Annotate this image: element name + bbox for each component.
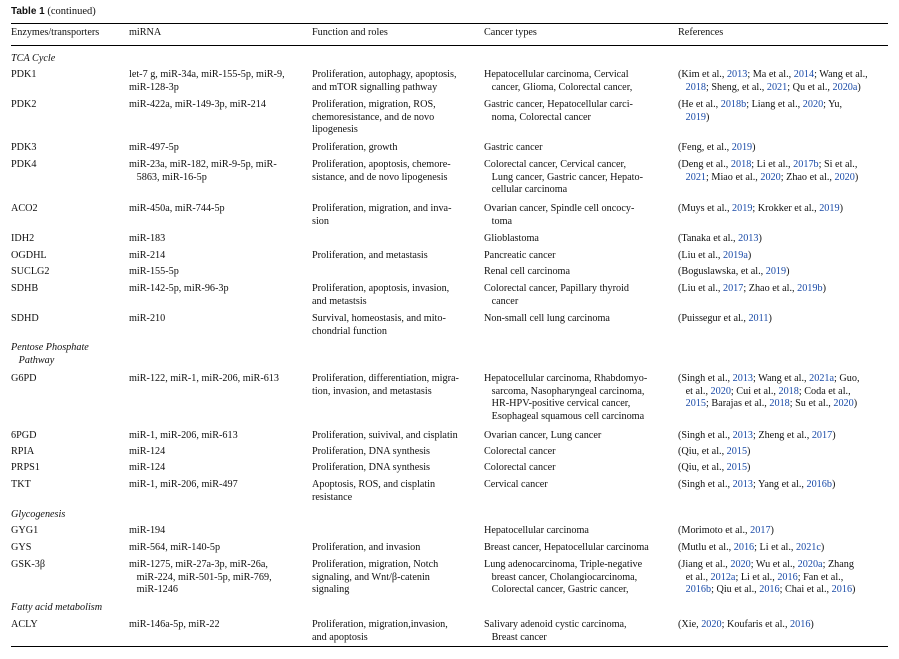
cancer-cell: Ovarian cancer, Lung cancer (484, 430, 602, 441)
header-rule (11, 45, 888, 46)
cancer-cell: Hepatocellular carcinoma, Cervical cancer, Glioma, Colorectal cancer, (484, 69, 633, 93)
cancer-cell: Ovarian cancer, Spindle cell oncocy- toma (484, 203, 635, 227)
citation-year-link[interactable]: 2019 (731, 142, 753, 153)
citation-year-link[interactable]: 2021 (766, 81, 788, 93)
citation-year-link[interactable]: 2016 (831, 584, 853, 596)
table-note: (continued) (47, 6, 96, 17)
references-cell: (Kim et al., 2013; Ma et al., 2014; Wang et al., 2018; Sheng, et al., 2021; Qu et al., 2020a) (678, 69, 868, 93)
citation-year-link[interactable]: 2017 (811, 430, 833, 441)
mirna-cell: miR-497-5p (129, 142, 179, 153)
mirna-cell: miR-124 (129, 462, 166, 473)
citation-year-link[interactable]: 2018 (769, 398, 790, 410)
citation-year-link[interactable]: 2018 (778, 385, 799, 397)
function-cell: Proliferation, and invasion (312, 542, 421, 553)
mirna-cell: miR-146a-5p, miR-22 (129, 619, 220, 630)
enzyme-cell: SUCLG2 (11, 266, 50, 277)
citation-year-link[interactable]: 2016 (759, 584, 780, 596)
cancer-cell: Pancreatic cancer (484, 250, 556, 261)
references-cell: (Qiu, et al., 2015) (678, 462, 751, 473)
enzyme-cell: GSK-3β (11, 559, 46, 570)
enzyme-cell: OGDHL (11, 250, 47, 261)
mirna-cell: miR-1275, miR-27a-3p, miR-26a, miR-224, miR-501-5p, miR-769, miR-1246 (129, 559, 272, 596)
header-enzymes: Enzymes/transporters (11, 27, 100, 38)
cancer-cell: Colorectal cancer (484, 462, 556, 473)
mirna-cell: miR-183 (129, 233, 166, 244)
function-cell: Proliferation, apoptosis, chemore- sistance, and de novo lipogenesis (312, 159, 451, 183)
citation-year-link[interactable]: 2021c (796, 542, 821, 553)
references-cell: (Morimoto et al., 2017) (678, 525, 774, 536)
enzyme-cell: PRPS1 (11, 462, 40, 473)
citation-year-link[interactable]: 2013 (732, 373, 753, 384)
cancer-cell: Colorectal cancer (484, 446, 556, 457)
citation-year-link[interactable]: 2020 (834, 171, 855, 183)
function-cell: Apoptosis, ROS, and cisplatin resistance (312, 479, 436, 503)
section-title: Pentose Phosphate Pathway (11, 342, 89, 366)
enzyme-cell: GYG1 (11, 525, 39, 536)
section-title: Fatty acid metabolism (11, 602, 103, 613)
bottom-rule (11, 646, 888, 647)
references-cell: (Boguslawska, et al., 2019) (678, 266, 790, 277)
citation-year-link[interactable]: 2019a (722, 250, 748, 261)
references-cell: (Jiang et al., 2020; Wu et al., 2020a; Zhang et al., 2012a; Li et al., 2016; Fan et al., 2016b; Qiu et al., 2016; Chai et al., 2016) (678, 559, 856, 596)
mirna-cell: miR-450a, miR-744-5p (129, 203, 225, 214)
citation-year-link[interactable]: 2020 (730, 559, 751, 570)
cancer-cell: Non-small cell lung carcinoma (484, 313, 610, 324)
enzyme-cell: IDH2 (11, 233, 35, 244)
enzyme-cell: 6PGD (11, 430, 37, 441)
mirna-cell: miR-142-5p, miR-96-3p (129, 283, 229, 294)
function-cell: Proliferation, DNA synthesis (312, 446, 430, 457)
cancer-cell: Colorectal cancer, Cervical cancer, Lung cancer, Gastric cancer, Hepato- cellular carcinoma (484, 159, 643, 196)
function-cell: Proliferation, growth (312, 142, 398, 153)
enzyme-cell: GYS (11, 542, 32, 553)
citation-year-link[interactable]: 2020 (802, 99, 824, 110)
enzyme-cell: G6PD (11, 373, 37, 384)
mirna-cell: miR-124 (129, 446, 166, 457)
cancer-cell: Cervical cancer (484, 479, 548, 490)
citation-year-link[interactable]: 2020a (797, 559, 823, 570)
citation-year-link[interactable]: 2015 (726, 446, 748, 457)
citation-year-link[interactable]: 2016b (806, 479, 832, 490)
references-cell: (Feng, et al., 2019) (678, 142, 756, 153)
citation-year-link[interactable]: 2021 (685, 171, 707, 183)
mirna-cell: miR-422a, miR-149-3p, miR-214 (129, 99, 266, 110)
citation-year-link[interactable]: 2020 (710, 385, 731, 397)
function-cell: Proliferation, DNA synthesis (312, 462, 430, 473)
citation-year-link[interactable]: 2019 (765, 266, 787, 277)
citation-year-link[interactable]: 2017b (793, 159, 819, 170)
enzyme-cell: PDK2 (11, 99, 37, 110)
cancer-cell: Salivary adenoid cystic carcinoma, Breast cancer (484, 619, 627, 643)
mirna-cell: miR-210 (129, 313, 166, 324)
citation-year-link[interactable]: 2012a (710, 571, 736, 583)
citation-year-link[interactable]: 2017 (750, 525, 771, 536)
citation-year-link[interactable]: 2020 (833, 398, 854, 410)
citation-year-link[interactable]: 2016 (733, 542, 755, 553)
cancer-cell: Breast cancer, Hepatocellular carcinoma (484, 542, 649, 553)
function-cell: Proliferation, apoptosis, invasion, and metastsis (312, 283, 450, 307)
citation-year-link[interactable]: 2020a (832, 81, 858, 93)
citation-year-link[interactable]: 2021a (809, 373, 835, 384)
citation-year-link[interactable]: 2019b (797, 283, 823, 294)
mirna-cell: miR-564, miR-140-5p (129, 542, 221, 553)
references-cell: (Puissegur et al., 2011) (678, 313, 772, 324)
enzyme-cell: TKT (11, 479, 31, 490)
enzyme-cell: SDHB (11, 283, 39, 294)
section-title: Glycogenesis (11, 509, 66, 520)
citation-year-link[interactable]: 2015 (726, 462, 748, 473)
enzyme-cell: SDHD (11, 313, 39, 324)
header-mirna: miRNA (129, 27, 162, 38)
enzyme-cell: ACO2 (11, 203, 38, 214)
top-rule (11, 23, 888, 24)
mirna-cell: miR-214 (129, 250, 166, 261)
cancer-cell: Colorectal cancer, Papillary thyroid cancer (484, 283, 629, 307)
mirna-cell: miR-1, miR-206, miR-613 (129, 430, 238, 441)
references-cell: (Liu et al., 2017; Zhao et al., 2019b) (678, 283, 826, 294)
citation-year-link[interactable]: 2016b (685, 584, 712, 596)
header-cancer: Cancer types (484, 27, 537, 38)
citation-year-link[interactable]: 2018b (720, 99, 747, 110)
cancer-cell: Hepatocellular carcinoma, Rhabdomyo- sarcoma, Nasopharyngeal carcinoma, HR-HPV-positive cervical cancer, Esophageal squamous cell carcinoma (484, 373, 648, 422)
header-references: References (678, 27, 724, 38)
cancer-cell: Glioblastoma (484, 233, 539, 244)
citation-year-link[interactable]: 2019 (732, 203, 753, 214)
references-cell: (Liu et al., 2019a) (678, 250, 752, 261)
citation-year-link[interactable]: 2016 (777, 571, 798, 583)
function-cell: Proliferation, migration,invasion, and apoptosis (312, 619, 448, 643)
mirna-cell: let-7 g, miR-34a, miR-155-5p, miR-9, miR-128-3p (129, 69, 285, 93)
enzyme-cell: PDK3 (11, 142, 37, 153)
mirna-cell: miR-23a, miR-182, miR-9-5p, miR- 5863, miR-16-5p (129, 159, 277, 183)
mirna-cell: miR-122, miR-1, miR-206, miR-613 (129, 373, 279, 384)
references-cell: (Singh et al., 2013; Wang et al., 2021a; Guo, et al., 2020; Cui et al., 2018; Coda et al., 2015; Barajas et al., 2018; Su et al., 2020) (678, 373, 860, 410)
references-cell: (Qiu, et al., 2015) (678, 446, 751, 457)
citation-year-link[interactable]: 2011 (748, 313, 769, 324)
function-cell: Proliferation, suivival, and cisplatin (312, 430, 458, 441)
references-cell: (Singh et al., 2013; Zheng et al., 2017) (678, 430, 836, 441)
function-cell: Proliferation, migration, ROS, chemoresistance, and de novo lipogenesis (312, 99, 436, 136)
function-cell: Proliferation, autophagy, apoptosis, and mTOR signalling pathway (312, 69, 457, 93)
references-cell: (He et al., 2018b; Liang et al., 2020; Yu, 2019) (678, 99, 843, 123)
citation-year-link[interactable]: 2016 (790, 619, 811, 630)
header-function: Function and roles (312, 27, 388, 38)
citation-year-link[interactable]: 2015 (685, 398, 707, 410)
references-cell: (Singh et al., 2013; Yang et al., 2016b) (678, 479, 836, 490)
citation-year-link[interactable]: 2018 (730, 159, 752, 170)
function-cell: Survival, homeostasis, and mito- chondrial function (312, 313, 446, 337)
function-cell: Proliferation, migration, and inva- sion (312, 203, 452, 227)
citation-year-link[interactable]: 2019 (685, 111, 707, 123)
function-cell: Proliferation, migration, Notch signaling, and Wnt/β-catenin signaling (312, 559, 439, 596)
citation-year-link[interactable]: 2020 (701, 619, 722, 630)
references-cell: (Tanaka et al., 2013) (678, 233, 762, 244)
cancer-cell: Hepatocellular carcinoma (484, 525, 589, 536)
function-cell: Proliferation, differentiation, migra- tion, invasion, and metastasis (312, 373, 459, 397)
cancer-cell: Renal cell carcinoma (484, 266, 570, 277)
citation-year-link[interactable]: 2017 (722, 283, 744, 294)
citation-year-link[interactable]: 2013 (732, 479, 753, 490)
citation-year-link[interactable]: 2013 (738, 233, 759, 244)
cancer-cell: Gastric cancer (484, 142, 543, 153)
mirna-cell: miR-1, miR-206, miR-497 (129, 479, 238, 490)
references-cell: (Xie, 2020; Koufaris et al., 2016) (678, 619, 814, 630)
citation-year-link[interactable]: 2014 (793, 69, 815, 80)
table-caption (11, 5, 96, 19)
citation-year-link[interactable]: 2018 (685, 81, 707, 93)
section-title: TCA Cycle (11, 53, 56, 64)
enzyme-cell: PDK4 (11, 159, 37, 170)
function-cell: Proliferation, and metastasis (312, 250, 428, 261)
citation-year-link[interactable]: 2019 (819, 203, 840, 214)
table-label: Table 1 (11, 6, 45, 17)
cancer-cell: Lung adenocarcinoma, Triple-negative breast cancer, Cholangiocarcinoma, Colorectal cancer, Gastric cancer, (484, 559, 643, 596)
references-cell: (Muys et al., 2019; Krokker et al., 2019) (678, 203, 843, 214)
citation-year-link[interactable]: 2020 (760, 171, 781, 183)
references-cell: (Deng et al., 2018; Li et al., 2017b; Si et al., 2021; Miao et al., 2020; Zhao et al., 2020) (678, 159, 859, 183)
enzyme-cell: PDK1 (11, 69, 37, 80)
enzyme-cell: ACLY (11, 619, 38, 630)
citation-year-link[interactable]: 2013 (732, 430, 753, 441)
enzyme-cell: RPIA (11, 446, 35, 457)
references-cell: (Mutlu et al., 2016; Li et al., 2021c) (678, 542, 825, 553)
mirna-cell: miR-194 (129, 525, 166, 536)
citation-year-link[interactable]: 2013 (726, 69, 748, 80)
cancer-cell: Gastric cancer, Hepatocellular carci- noma, Colorectal cancer (484, 99, 633, 123)
mirna-cell: miR-155-5p (129, 266, 179, 277)
